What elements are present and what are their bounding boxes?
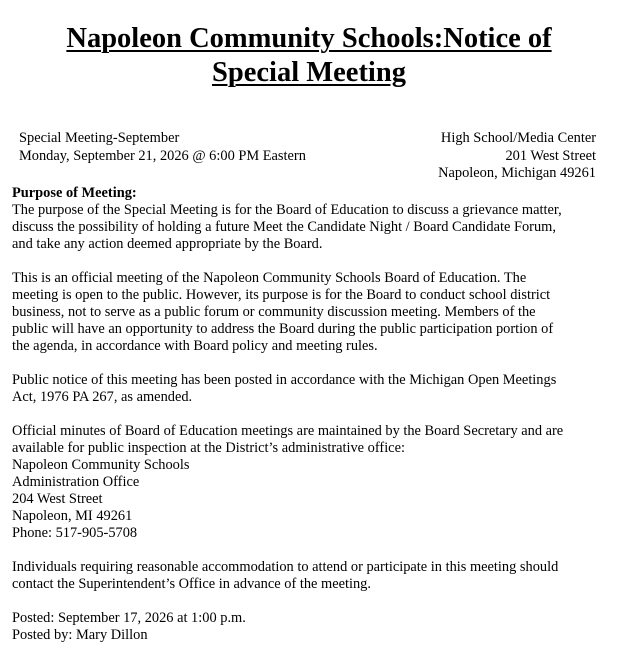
official-meeting-line: business, not to serve as a public forum or community discussion meeting. Members of the	[12, 304, 536, 320]
accommodation-paragraph	[12, 559, 612, 593]
title-line-1: Napoleon Community Schools:Notice of	[66, 23, 552, 54]
official-meeting-paragraph	[12, 270, 612, 355]
meeting-name: Special Meeting-September	[19, 130, 180, 146]
office-org: Napoleon Community Schools	[12, 457, 190, 473]
meeting-info	[19, 130, 306, 165]
office-street: 204 West Street	[12, 491, 103, 507]
meeting-datetime: Monday, September 21, 2026 @ 6:00 PM Eastern	[19, 147, 306, 164]
document-title	[20, 22, 598, 90]
location-name: High School/Media Center	[440, 130, 596, 146]
minutes-line: available for public inspection at the District’s administrative office:	[12, 440, 405, 456]
public-notice-line: Public notice of this meeting has been posted in accordance with the Michigan Open Meetings	[12, 372, 557, 388]
accommodation-line: Individuals requiring reasonable accommodation to attend or participate in this meeting should	[12, 559, 559, 575]
official-meeting-line: public will have an opportunity to address the Board during the public participation portion of	[12, 321, 554, 337]
official-meeting-line: meeting is open to the public. However, its purpose is for the Board to conduct school district	[12, 287, 551, 303]
purpose-section	[12, 185, 612, 253]
official-meeting-line: the agenda, in accordance with Board policy and meeting rules.	[12, 338, 378, 354]
posted-by: Posted by: Mary Dillon	[12, 627, 148, 643]
office-phone: Phone: 517-905-5708	[12, 525, 138, 541]
accommodation-line: contact the Superintendent’s Office in advance of the meeting.	[12, 576, 371, 592]
location-street: 201 West Street	[505, 147, 596, 164]
official-meeting-line: This is an official meeting of the Napoleon Community Schools Board of Education. The	[12, 270, 527, 286]
title-line-2: Special Meeting	[212, 57, 406, 88]
notice-body	[12, 185, 612, 644]
minutes-line: Official minutes of Board of Education meetings are maintained by the Board Secretary and are	[12, 423, 564, 439]
office-city: Napoleon, MI 49261	[12, 508, 133, 524]
purpose-heading: Purpose of Meeting:	[12, 185, 137, 201]
location-city: Napoleon, Michigan 49261	[438, 165, 596, 181]
purpose-line: and take any action deemed appropriate by the Board.	[12, 236, 323, 252]
purpose-line: discuss the possibility of holding a future Meet the Candidate Night / Board Candidate Forum,	[12, 219, 556, 235]
meeting-location	[438, 130, 596, 183]
minutes-paragraph	[12, 423, 612, 542]
purpose-line: The purpose of the Special Meeting is for the Board of Education to discuss a grievance matter,	[12, 202, 562, 218]
posted-date: Posted: September 17, 2026 at 1:00 p.m.	[12, 610, 246, 626]
office-dept: Administration Office	[12, 474, 140, 490]
public-notice-line: Act, 1976 PA 267, as amended.	[12, 389, 193, 405]
public-notice-paragraph	[12, 372, 612, 406]
posting-info	[12, 610, 612, 644]
